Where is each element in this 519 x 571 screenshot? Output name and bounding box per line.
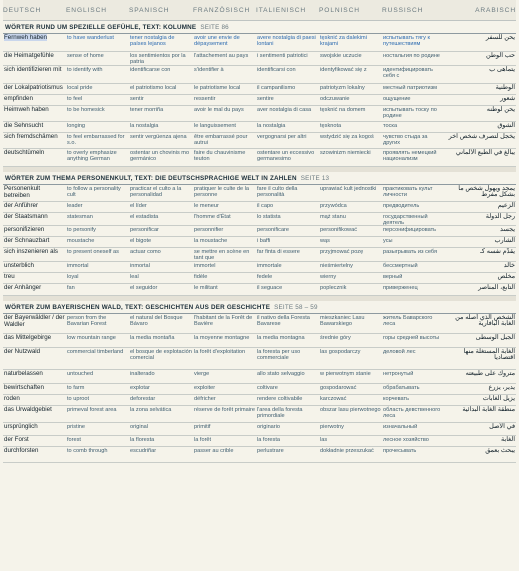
- cell-arabic: التابع، المناصر: [478, 284, 515, 291]
- vocab-row: [3, 66, 516, 84]
- cell-spanish: el seguidor: [130, 285, 158, 291]
- cell-polish: wierny: [320, 274, 337, 280]
- cell-italian: ostentare un eccessivo germanesimo: [257, 150, 315, 163]
- vocab-row: [3, 122, 516, 133]
- cell-italian: perlustrare: [257, 448, 284, 454]
- cell-russian: нетронутый: [383, 371, 414, 377]
- cell-italian: i sentimenti patriotici: [257, 53, 308, 59]
- cell-english: to farm: [67, 385, 85, 391]
- cell-english: to personify: [67, 227, 96, 233]
- cell-french: l'habitant de la Forêt de Bavière: [194, 315, 253, 328]
- vocab-row: [3, 395, 516, 406]
- cell-russian: обрабатывать: [383, 385, 420, 391]
- cell-french: pratiquer le culte de la personne: [194, 186, 250, 199]
- cell-german: die Sehnsucht: [4, 122, 44, 129]
- cell-spanish: el patriotismo local: [130, 85, 177, 91]
- cell-spanish: la zona selvática: [130, 407, 172, 413]
- section-title: [3, 301, 516, 314]
- cell-german: roden: [4, 395, 20, 402]
- cell-russian: разыгрывать из себя: [383, 249, 438, 255]
- cell-english: to uproot: [67, 396, 90, 402]
- section-page: SEITE 13: [300, 175, 330, 182]
- cell-arabic: الزعيم: [497, 202, 515, 209]
- cell-spanish: personificar: [130, 227, 159, 233]
- vocab-row: [3, 384, 516, 395]
- cell-spanish: el líder: [130, 203, 147, 209]
- section-title-text: WÖRTER RUND UM SPEZIELLE GEFÜHLE, TEXT: KOLUMNE: [5, 24, 197, 31]
- cell-italian: la media montagna: [257, 335, 305, 341]
- header-german: DEUTSCH: [3, 6, 42, 14]
- cell-french: le languissement: [194, 123, 236, 129]
- cell-arabic: الوطنية: [495, 84, 515, 91]
- vocab-row: [3, 34, 516, 52]
- section-title-text: WÖRTER ZUM THEMA PERSONENKULT, TEXT: DIE DEUTSCHSPRACHIGE WELT IN ZAHLEN: [5, 175, 297, 182]
- vocab-row: [3, 334, 516, 348]
- cell-arabic: الغابة: [501, 436, 515, 443]
- cell-german: sich fremdschämen: [4, 133, 58, 140]
- cell-spanish: escudriñar: [130, 448, 157, 454]
- cell-arabic: يبالغ في الطبع الألماني: [455, 149, 515, 156]
- cell-italian: la foresta per uso commerciale: [257, 349, 301, 362]
- cell-italian: fare il culto della personalità: [257, 186, 298, 199]
- cell-polish: uprawiać kult jednostki: [320, 186, 377, 192]
- cell-russian: корчевать: [383, 396, 410, 402]
- cell-russian: предводитель: [383, 203, 420, 209]
- vocab-row: [3, 284, 516, 296]
- cell-spanish: sentir vergüenza ajena: [130, 134, 187, 140]
- cell-russian: испытывать тягу к путешествиям: [383, 35, 430, 48]
- cell-spanish: el natural del Bosque Bávaro: [130, 315, 183, 328]
- cell-english: to feel embarrassed for s.o.: [67, 134, 125, 147]
- cell-spanish: la nostalgia: [130, 123, 159, 129]
- cell-russian: персонифицировать: [383, 227, 437, 233]
- vocab-row: [3, 84, 516, 95]
- cell-german: Personenkult betreiben: [4, 185, 41, 199]
- cell-german: [3, 34, 66, 51]
- cell-spanish: sentir: [130, 96, 144, 102]
- cell-french: être embarrassé pour autrui: [194, 134, 248, 147]
- vocab-row: [3, 262, 516, 273]
- cell-french: réserve de forêt primaire: [194, 407, 255, 413]
- vocab-row: [3, 185, 516, 202]
- cell-polish: karczować: [320, 396, 347, 402]
- cell-russian: житель Баварского леса: [383, 315, 433, 328]
- cell-french: le patriotisme local: [194, 85, 241, 91]
- cell-spanish: tener nostalgia de países lejanos: [130, 35, 175, 48]
- cell-russian: государственный деятель: [383, 214, 428, 225]
- cell-italian: l'area della foresta primordiale: [257, 407, 303, 420]
- cell-polish: wąs: [320, 238, 330, 244]
- cell-german: empfinden: [4, 95, 33, 102]
- cell-italian: far finta di essere: [257, 249, 300, 255]
- cell-italian: fedele: [257, 274, 273, 280]
- cell-polish: tęsknić za dalekimi krajami: [320, 35, 367, 48]
- vocab-row: [3, 106, 516, 122]
- cell-italian: rendere coltivabile: [257, 396, 303, 402]
- cell-english: primeval forest area: [67, 407, 117, 413]
- cell-spanish: los sentimientos por la patria: [130, 53, 186, 65]
- cell-arabic: الشخص الذي أصله من الغابة البافارية: [455, 314, 515, 328]
- cell-german: naturbelassen: [4, 370, 43, 377]
- cell-german: Heimweh haben: [4, 106, 49, 113]
- header-french: FRANZÖSISCH: [193, 6, 251, 14]
- cell-arabic: الشارب: [494, 237, 515, 244]
- cell-arabic: يمجد ويهول شخص ما بشكل مفرط: [458, 185, 515, 199]
- cell-russian: усы: [383, 238, 393, 244]
- cell-russian: испытывать тоску по родине: [383, 107, 437, 120]
- vocab-row: [3, 248, 516, 262]
- cell-russian: чувство стыда за других: [383, 134, 428, 147]
- header-russian: RUSSISCH: [382, 6, 424, 14]
- cell-italian: la nostalgia: [257, 123, 286, 129]
- cell-arabic: خالد: [503, 262, 515, 269]
- cell-german: der Nutzwald: [4, 348, 41, 355]
- header-arabic: ARABISCH: [475, 6, 516, 14]
- cell-polish: las gospodarczy: [320, 349, 361, 355]
- cell-english: longing: [67, 123, 86, 129]
- cell-german: der Forst: [4, 436, 29, 443]
- cell-english: to overly emphasize anything German: [67, 150, 117, 163]
- cell-polish: identyfikować się z: [320, 67, 367, 73]
- cell-polish: szowinizm niemiecki: [320, 150, 371, 156]
- cell-polish: poplecznik: [320, 285, 347, 291]
- cell-german: der Bayerwäldler / der Waldler: [4, 314, 65, 328]
- cell-german: treu: [4, 273, 15, 280]
- cell-italian: sentire: [257, 96, 274, 102]
- cell-english: pristine: [67, 424, 86, 430]
- cell-french: avoir une envie de dépaysement: [194, 35, 240, 48]
- vocab-row: [3, 447, 516, 463]
- cell-spanish: practicar el culto a la personalidad: [130, 186, 182, 199]
- cell-polish: tęsknota: [320, 123, 342, 129]
- cell-german: unsterblich: [4, 262, 34, 269]
- cell-french: la forêt d'exploitation: [194, 349, 246, 355]
- cell-russian: деловой лес: [383, 349, 416, 355]
- highlighted-term: Fernweh haben: [4, 34, 47, 41]
- cell-polish: las: [320, 437, 328, 443]
- cell-arabic: متروك على طبيعته: [465, 370, 515, 377]
- cell-spanish: explotar: [130, 385, 150, 391]
- cell-russian: прочесывать: [383, 448, 417, 454]
- cell-italian: originario: [257, 424, 281, 430]
- vocab-row: [3, 348, 516, 370]
- cell-english: to be homesick: [67, 107, 105, 113]
- cell-english: forest: [67, 437, 81, 443]
- cell-english: to comb through: [67, 448, 108, 454]
- vocab-row: [3, 237, 516, 248]
- cell-arabic: الشوق: [497, 122, 515, 129]
- vocab-row: [3, 436, 516, 447]
- vocab-row: [3, 370, 516, 384]
- cell-polish: nieśmiertelny: [320, 263, 353, 269]
- cell-polish: personifikować: [320, 227, 357, 233]
- cell-russian: область девственного леса: [383, 407, 441, 420]
- language-header: [3, 0, 516, 21]
- cell-italian: avere nostalgia di paesi lontani: [257, 35, 316, 48]
- cell-french: avoir le mal du pays: [194, 107, 244, 113]
- cell-italian: la foresta: [257, 437, 281, 443]
- cell-spanish: tener morriña: [130, 107, 164, 113]
- section-page: SEITE 58 – 59: [274, 304, 318, 311]
- cell-german: der Schnauzbart: [4, 237, 50, 244]
- cell-english: to have wanderlust: [67, 35, 114, 41]
- cell-german: der Anführer: [4, 202, 39, 209]
- header-polish: POLNISCH: [319, 6, 360, 14]
- cell-english: to identify with: [67, 67, 103, 73]
- cell-italian: allo stato selvaggio: [257, 371, 305, 377]
- cell-arabic: الجبل الوسطى: [475, 334, 515, 341]
- cell-arabic: رجل الدولة: [485, 213, 515, 220]
- cell-spanish: leal: [130, 274, 139, 280]
- cell-french: défricher: [194, 396, 216, 402]
- cell-spanish: original: [130, 424, 149, 430]
- cell-spanish: identificarse con: [130, 67, 171, 73]
- cell-spanish: ostentar un chovinis mo germánico: [130, 150, 190, 163]
- cell-arabic: مخلص: [497, 273, 515, 280]
- cell-italian: il capo: [257, 203, 274, 209]
- cell-french: l'homme d'État: [194, 214, 231, 220]
- cell-arabic: يتماهى ب: [489, 66, 515, 73]
- cell-english: low mountain range: [67, 335, 116, 341]
- cell-polish: przyjmować pozę: [320, 249, 364, 255]
- cell-german: der Anhänger: [4, 284, 42, 291]
- cell-english: immortal: [67, 263, 89, 269]
- cell-french: immortel: [194, 263, 216, 269]
- cell-spanish: inalterado: [130, 371, 155, 377]
- vocab-row: [3, 202, 516, 213]
- cell-polish: obszar lasu pierwotnego: [320, 407, 381, 413]
- cell-italian: vergognarsi per altri: [257, 134, 307, 140]
- cell-arabic: يقدّم نفسه كـ: [480, 248, 515, 255]
- cell-russian: практиковать культ личности: [383, 186, 433, 199]
- cell-spanish: inmortal: [130, 263, 150, 269]
- cell-english: leader: [67, 203, 83, 209]
- cell-russian: верный: [383, 274, 403, 280]
- cell-english: commercial timberland: [67, 349, 124, 355]
- section-title-text: WÖRTER ZUM BAYERISCHEN WALD, TEXT: GESCHICHTEN AUS DER GESCHICHTE: [5, 304, 271, 311]
- cell-english: to follow a personality cult: [67, 186, 121, 199]
- cell-german: der Lokalpatriotismus: [4, 84, 63, 91]
- header-italian: ITALIENISCH: [256, 6, 307, 14]
- cell-english: untouched: [67, 371, 94, 377]
- cell-italian: il campanilismo: [257, 85, 296, 91]
- cell-english: moustache: [67, 238, 95, 244]
- cell-french: le militant: [194, 285, 218, 291]
- vocab-row: [3, 95, 516, 106]
- cell-german: personifizieren: [4, 226, 45, 233]
- vocab-row: [3, 314, 516, 334]
- cell-german: die Heimatgefühle: [4, 52, 54, 59]
- cell-russian: горы средней высоты: [383, 335, 440, 341]
- cell-polish: pierwotny: [320, 424, 344, 430]
- cell-german: das Urwaldgebiet: [4, 406, 52, 413]
- cell-english: fan: [67, 285, 75, 291]
- cell-french: ressentir: [194, 96, 216, 102]
- cell-polish: patriotyzm lokalny: [320, 85, 365, 91]
- cell-german: der Staatsmann: [4, 213, 48, 220]
- header-english: ENGLISCH: [66, 6, 107, 14]
- cell-english: to present oneself as: [67, 249, 119, 255]
- cell-polish: odczuwanie: [320, 96, 350, 102]
- cell-arabic: شعور: [500, 95, 515, 102]
- vocab-row: [3, 226, 516, 237]
- cell-english: sense of home: [67, 53, 104, 59]
- cell-arabic: يخجل لتصرف شخص آخر: [448, 133, 515, 140]
- cell-italian: immortale: [257, 263, 282, 269]
- cell-polish: mąż stanu: [320, 214, 346, 220]
- cell-italian: il seguace: [257, 285, 283, 291]
- vocab-row: [3, 213, 516, 226]
- cell-spanish: la floresta: [130, 437, 155, 443]
- cell-french: l'attachement au pays: [194, 53, 249, 59]
- cell-russian: идентифицировать себя с: [383, 67, 433, 80]
- cell-polish: przywódca: [320, 203, 347, 209]
- cell-french: personnifier: [194, 227, 224, 233]
- section-page: SEITE 86: [200, 24, 229, 31]
- cell-french: vierge: [194, 371, 210, 377]
- cell-italian: aver nostalgia di casa: [257, 107, 312, 113]
- cell-french: primitif: [194, 424, 211, 430]
- cell-english: statesman: [67, 214, 93, 220]
- cell-german: sich identifizieren mit: [4, 66, 62, 73]
- cell-polish: dokładnie przeszukać: [320, 448, 374, 454]
- vocab-row: [3, 273, 516, 284]
- cell-spanish: el bigote: [130, 238, 152, 244]
- cell-polish: w pierwotnym stanie: [320, 371, 371, 377]
- cell-russian: проявлять немецкий национализм: [383, 150, 437, 163]
- cell-polish: gospodarować: [320, 385, 357, 391]
- cell-spanish: actuar como: [130, 249, 161, 255]
- cell-english: loyal: [67, 274, 79, 280]
- cell-russian: тоска: [383, 123, 398, 129]
- cell-russian: изначальный: [383, 424, 418, 430]
- vocab-row: [3, 52, 516, 66]
- cell-french: la moyenne montagne: [194, 335, 250, 341]
- cell-arabic: يزيل الغابات: [482, 395, 515, 402]
- cell-polish: wstydzić się za kogoś: [320, 134, 374, 140]
- cell-italian: il nativo della Foresta Bavarese: [257, 315, 310, 328]
- cell-german: bewirtschaften: [4, 384, 44, 391]
- cell-spanish: el estadista: [130, 214, 159, 220]
- cell-english: person from the Bavarian Forest: [67, 315, 107, 328]
- cell-arabic: يحن للسفر: [485, 34, 515, 41]
- cell-arabic: يبحث بعمق: [485, 447, 515, 454]
- vocab-row: [3, 133, 516, 149]
- cell-french: le meneur: [194, 203, 219, 209]
- vocabulary-content: [3, 21, 516, 463]
- cell-russian: бессмертный: [383, 263, 418, 269]
- cell-english: to feel: [67, 96, 83, 102]
- cell-french: fidèle: [194, 274, 208, 280]
- cell-german: sich inszenieren als: [4, 248, 58, 255]
- cell-french: faire du chauvinisme teuton: [194, 150, 246, 163]
- cell-polish: średnie góry: [320, 335, 351, 341]
- cell-russian: ощущение: [383, 96, 411, 102]
- section-title: [3, 172, 516, 185]
- cell-arabic: في الأصل: [489, 423, 515, 430]
- cell-spanish: deforestar: [130, 396, 156, 402]
- cell-french: la moustache: [194, 238, 228, 244]
- cell-french: passer au crible: [194, 448, 234, 454]
- cell-russian: ностальгия по родине: [383, 53, 440, 59]
- cell-french: s'identifier à: [194, 67, 224, 73]
- cell-italian: personificare: [257, 227, 290, 233]
- cell-german: ursprünglich: [4, 423, 38, 430]
- cell-arabic: يحن لوطنه: [486, 106, 515, 113]
- cell-german: das Mittelgebirge: [4, 334, 52, 341]
- cell-german: deutschtümeln: [4, 149, 45, 156]
- cell-italian: coltivare: [257, 385, 278, 391]
- cell-spanish: la media montaña: [130, 335, 175, 341]
- vocab-row: [3, 423, 516, 436]
- cell-arabic: حب الوطن: [486, 52, 515, 59]
- cell-italian: lo statista: [257, 214, 281, 220]
- cell-french: se mettre en scène en tant que: [194, 249, 250, 261]
- cell-arabic: الغابة المستغلة منها اقتصاديا: [463, 348, 515, 362]
- cell-polish: swojskie uczucie: [320, 53, 362, 59]
- cell-arabic: يجسد: [500, 226, 515, 233]
- cell-polish: mieszkaniec Lasu Bawarskiego: [320, 315, 365, 328]
- header-spanish: SPANISCH: [129, 6, 170, 14]
- vocab-row: [3, 406, 516, 423]
- cell-russian: приверженец: [383, 285, 418, 291]
- vocab-row: [3, 149, 516, 167]
- cell-italian: i baffi: [257, 238, 271, 244]
- cell-english: local pride: [67, 85, 93, 91]
- cell-french: exploiter: [194, 385, 216, 391]
- cell-german: durchforsten: [4, 447, 39, 454]
- section-title: [3, 21, 516, 34]
- cell-arabic: يدير، يزرع: [488, 384, 515, 391]
- cell-french: la forêt: [194, 437, 212, 443]
- cell-arabic: منطقة الغابة البدائية: [462, 406, 515, 413]
- cell-spanish: el bosque de explotación comercial: [130, 349, 192, 362]
- cell-russian: лесное хозяйство: [383, 437, 429, 443]
- cell-italian: identificarsi con: [257, 67, 296, 73]
- cell-russian: местный патриотизм: [383, 85, 438, 91]
- cell-polish: tęsknić na domem: [320, 107, 366, 113]
